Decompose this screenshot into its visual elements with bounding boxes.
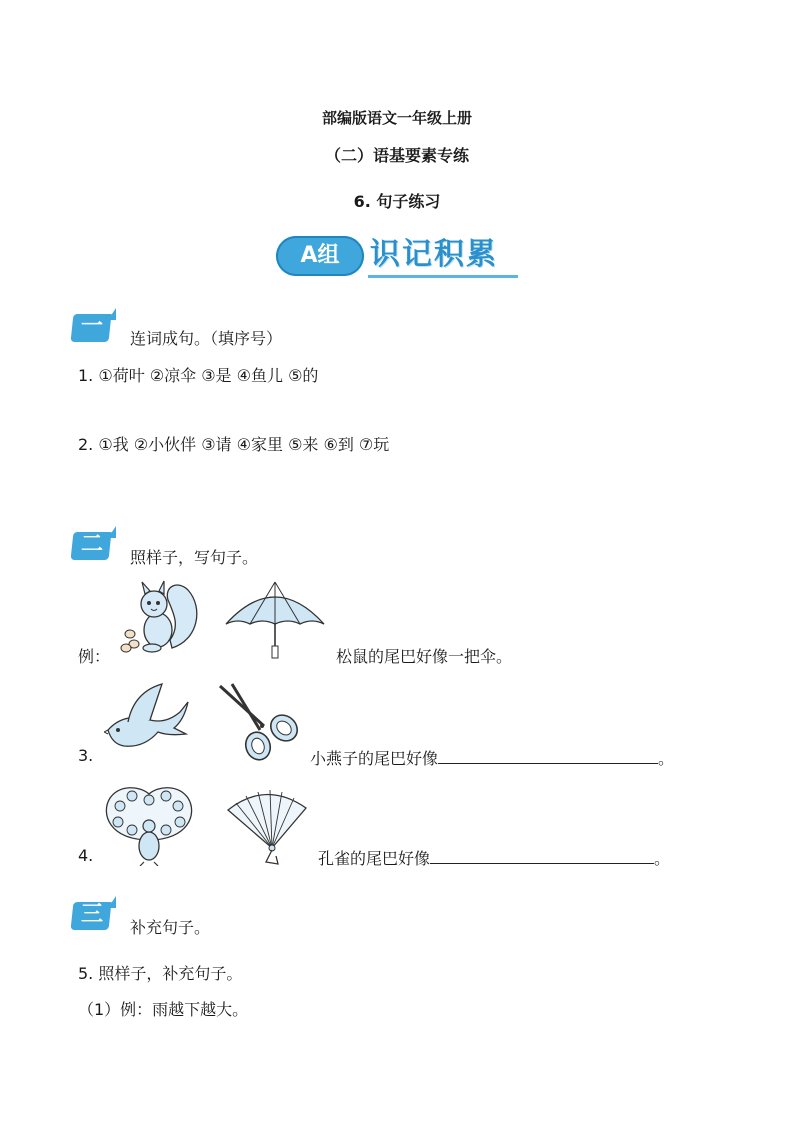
question-1: 1. ①荷叶 ②凉伞 ③是 ④鱼儿 ⑤的	[78, 366, 319, 385]
section-tag-3	[72, 896, 122, 932]
book-title: 部编版语文一年级上册	[321, 109, 472, 127]
question-3-number: 3.	[78, 746, 94, 765]
section-number: 一	[80, 314, 103, 339]
group-badge: A组	[276, 236, 364, 276]
section-tag-1	[72, 308, 122, 344]
lesson-title: 6. 句子练习	[353, 192, 441, 211]
section-title-2: 照样子，写句子。	[130, 548, 259, 567]
section-number: 二	[80, 532, 103, 557]
group-underline	[368, 275, 518, 278]
question-2: 2. ①我 ②小伙伴 ③请 ④家里 ⑤来 ⑥到 ⑦玩	[78, 435, 390, 454]
question-4	[318, 846, 670, 869]
question-5-1: （1）例：雨越下越大。	[78, 1000, 249, 1019]
group-name: 识记积累	[370, 237, 498, 272]
question-5: 5. 照样子，补充句子。	[78, 964, 243, 983]
section-number: 三	[80, 902, 103, 927]
scissors-icon	[214, 682, 300, 762]
peacock-icon	[100, 784, 198, 866]
folding-fan-icon	[226, 786, 308, 866]
swallow-icon	[104, 682, 190, 758]
section-title-1: 连词成句。（填序号）	[130, 329, 283, 348]
group-banner	[276, 232, 522, 280]
question-3-text: 小燕子的尾巴好像	[310, 749, 439, 768]
section-tag-2	[72, 526, 122, 562]
answer-blank-3[interactable]	[438, 747, 658, 764]
squirrel-icon	[118, 578, 204, 658]
question-4-number: 4.	[78, 846, 94, 865]
question-3	[310, 746, 674, 769]
umbrella-icon	[222, 578, 328, 662]
section-title-3: 补充句子。	[130, 918, 211, 937]
question-4-end: 。	[654, 849, 671, 868]
question-4-text: 孔雀的尾巴好像	[318, 849, 431, 868]
unit-title: （二）语基要素专练	[324, 146, 469, 165]
answer-blank-4[interactable]	[430, 847, 654, 864]
example-sentence: 松鼠的尾巴好像一把伞。	[336, 647, 513, 666]
question-3-end: 。	[658, 749, 675, 768]
example-label: 例：	[78, 647, 111, 666]
